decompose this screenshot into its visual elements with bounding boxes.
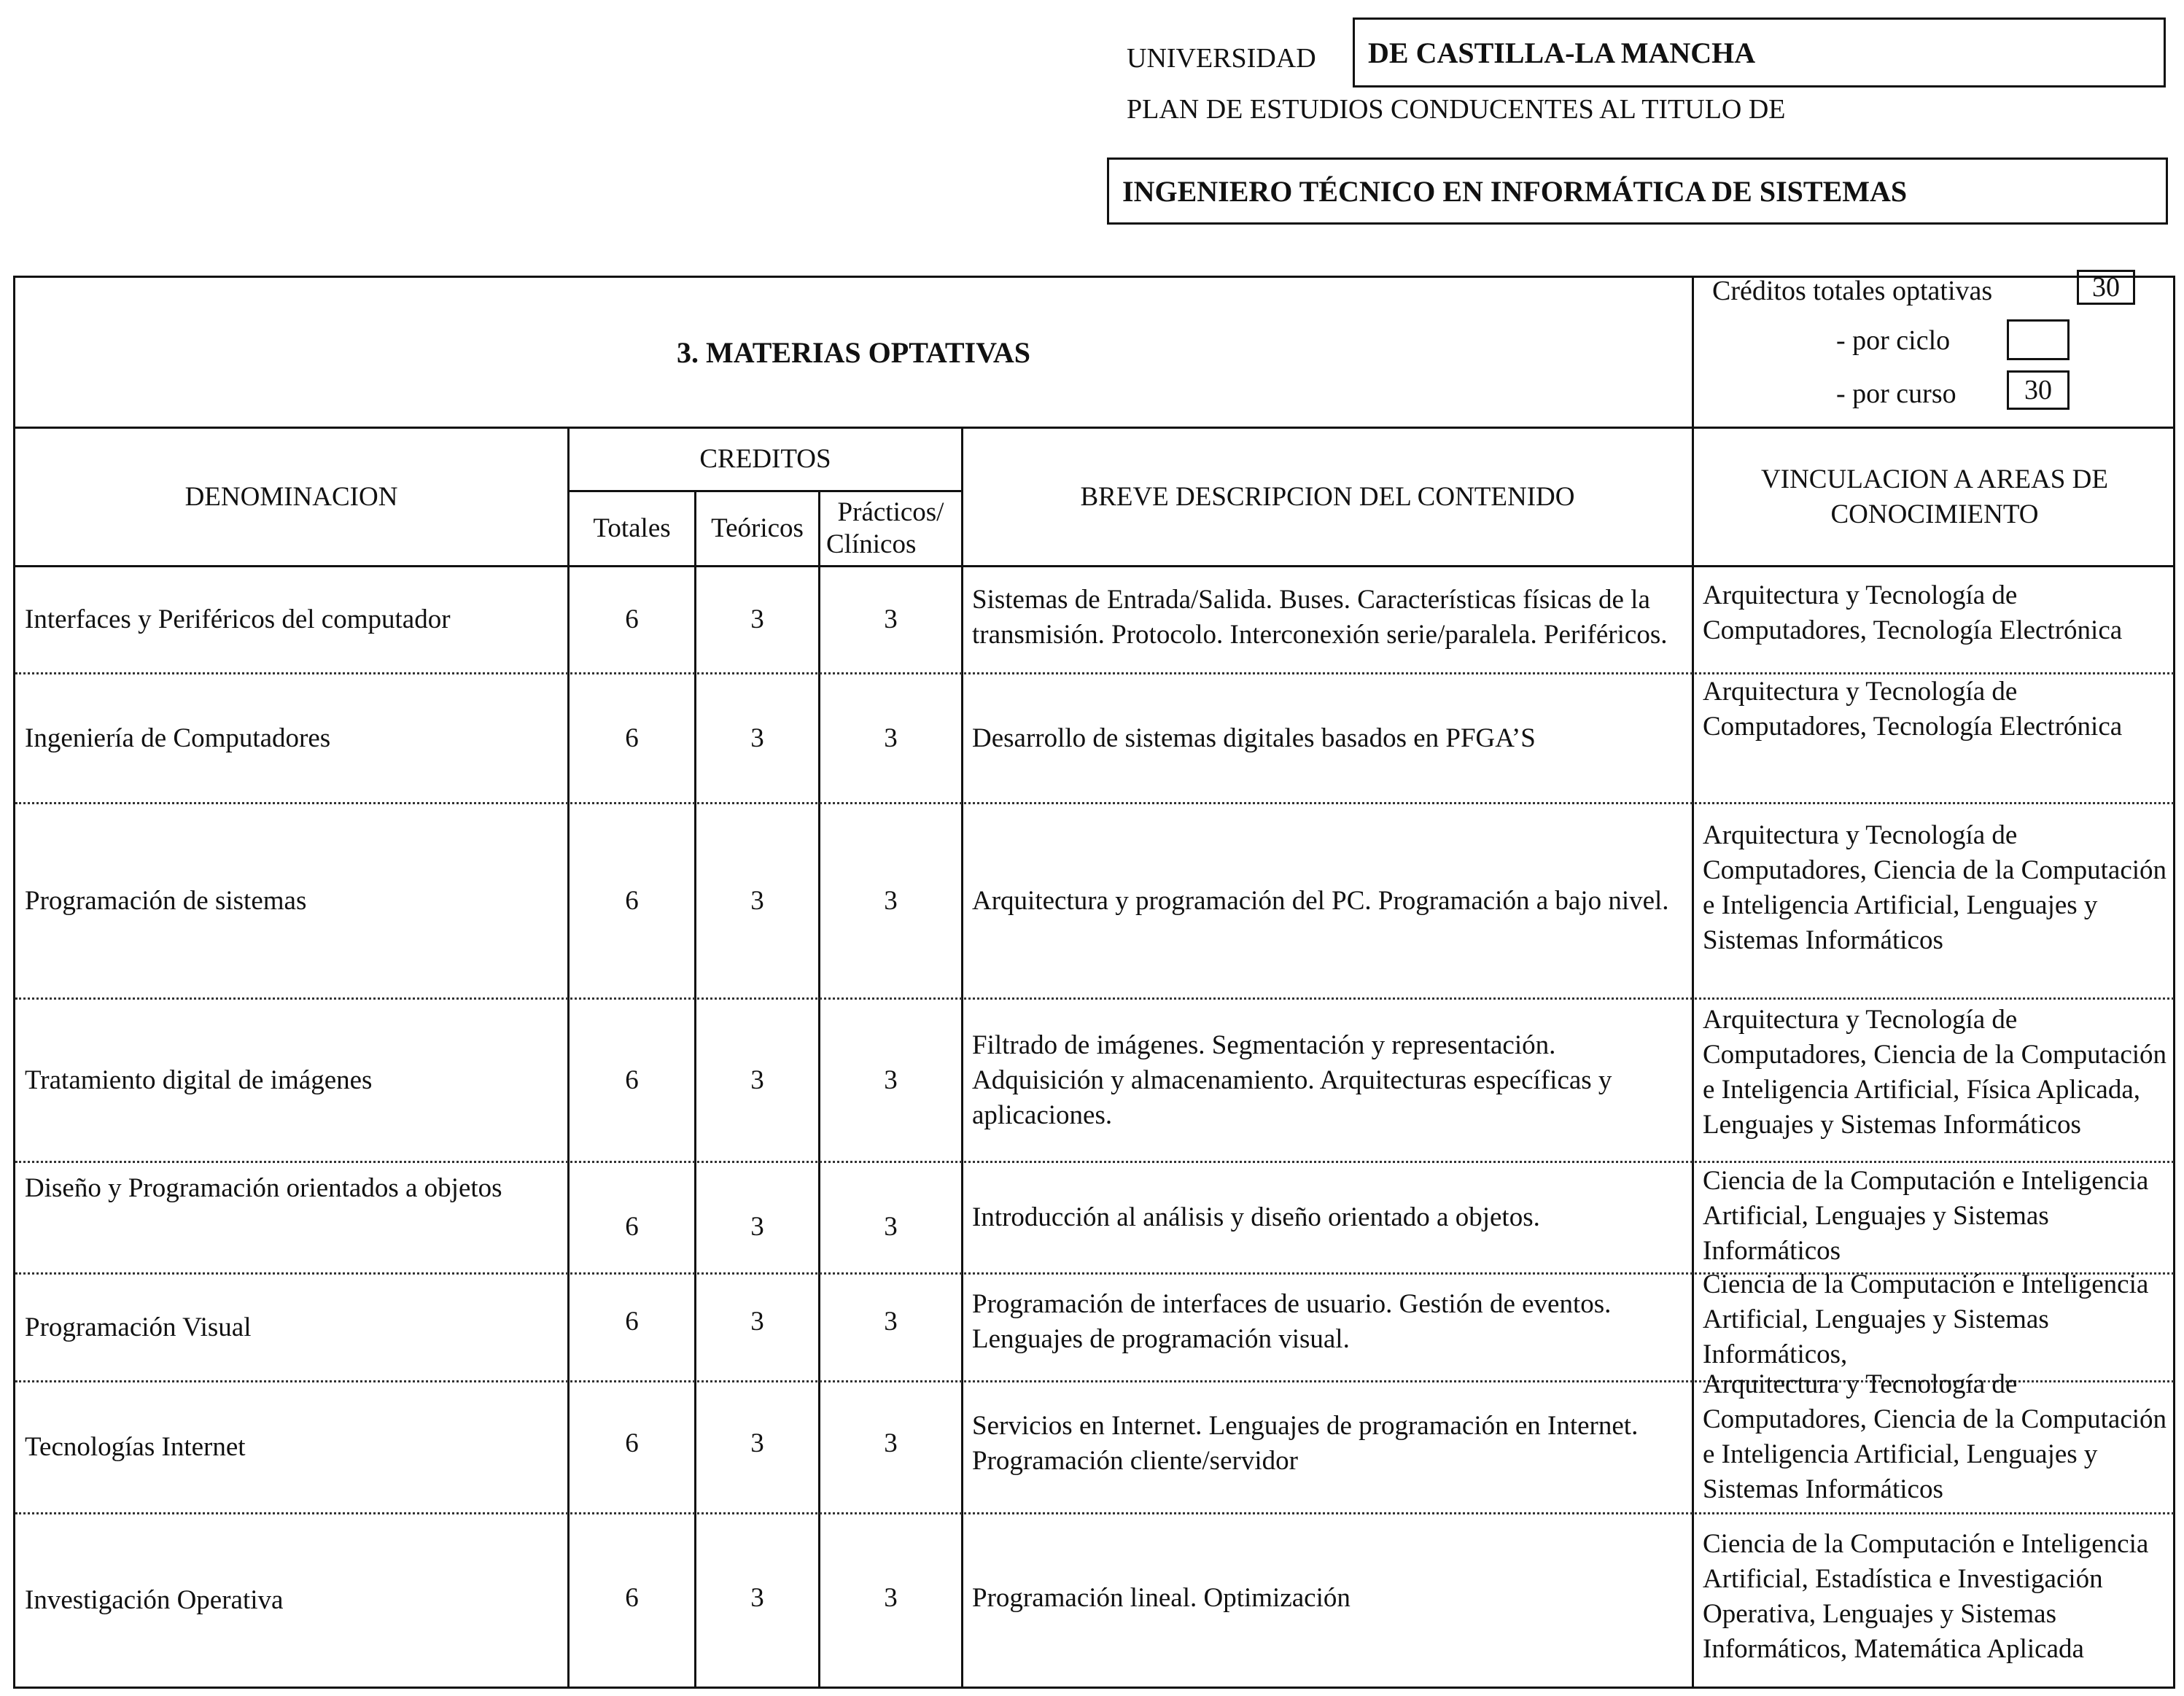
knowledge-areas: Arquitectura y Tecnología de Computadores, Ciencia de la Computación e Inteligencia Artificial, Lenguajes y Sistemas Informáticos — [1703, 1369, 2167, 1504]
subject-description: Filtrado de imágenes. Segmentación y representación. Adquisición y almacenamiento. Arquitecturas específicas y aplicaciones. — [972, 1030, 1612, 1130]
credits-totales: 6 — [625, 1065, 639, 1095]
subject-name: Programación Visual — [25, 1312, 252, 1342]
degree-title-box — [1107, 157, 2168, 225]
header-vinculacion — [1694, 429, 2175, 565]
credits-practicos: 3 — [884, 1065, 898, 1095]
credits-practicos: 3 — [884, 604, 898, 634]
credits-practicos: 3 — [884, 1428, 898, 1458]
university-name: DE CASTILLA-LA MANCHA — [1368, 36, 1756, 69]
header-teoricos: Teóricos — [711, 513, 804, 543]
credits-practicos: 3 — [884, 885, 898, 916]
header-totales: Totales — [593, 513, 671, 543]
subject-name: Diseño y Programación orientados a objetos — [25, 1173, 502, 1203]
header-creditos: CREDITOS — [699, 444, 831, 474]
knowledge-areas: Arquitectura y Tecnología de Computadores, Ciencia de la Computación e Inteligencia Artificial, Física Aplicada, Lenguajes y Sistemas Informáticos — [1703, 1005, 2167, 1140]
credits-totales: 6 — [625, 1307, 639, 1337]
subject-name: Programación de sistemas — [25, 885, 307, 916]
header-practicos-line2: Clínicos — [826, 529, 917, 559]
credits-teoricos: 3 — [750, 1211, 764, 1242]
section-title: 3. MATERIAS OPTATIVAS — [677, 335, 1030, 369]
knowledge-areas: Ciencia de la Computación e Inteligencia Artificial, Lenguajes y Sistemas Informáticos — [1703, 1165, 2149, 1266]
subject-description: Programación de interfaces de usuario. Gestión de eventos. Lenguajes de programación visual. — [972, 1289, 1612, 1354]
credits-practicos: 3 — [884, 1583, 898, 1613]
subject-name: Tratamiento digital de imágenes — [25, 1065, 373, 1095]
header-denominacion: DENOMINACION — [184, 481, 398, 512]
header-vinculacion-line2: CONOCIMIENTO — [1830, 499, 2039, 529]
knowledge-areas: Arquitectura y Tecnología de Computadores, Ciencia de la Computación e Inteligencia Artificial, Lenguajes y Sistemas Informáticos — [1703, 820, 2167, 955]
subject-description: Desarrollo de sistemas digitales basados en PFGA’S — [972, 723, 1536, 753]
credits-practicos: 3 — [884, 1211, 898, 1242]
credits-teoricos: 3 — [750, 1307, 764, 1337]
credits-teoricos: 3 — [750, 1583, 764, 1613]
credits-totales: 6 — [625, 604, 639, 634]
creditos-totales-value: 30 — [2077, 270, 2135, 305]
por-ciclo-label: - por ciclo — [1836, 325, 1951, 356]
subject-name: Interfaces y Periféricos del computador — [25, 604, 451, 634]
header-practicos-line1: Prácticos/ — [837, 497, 944, 527]
header-practicos — [820, 492, 961, 565]
subject-description: Sistemas de Entrada/Salida. Buses. Características físicas de la transmisión. Protocolo. Interconexión serie/paralela. Periféricos. — [972, 585, 1668, 650]
degree-title: INGENIERO TÉCNICO EN INFORMÁTICA DE SISTEMAS — [1122, 174, 1908, 208]
creditos-totales-label: Créditos totales optativas — [1712, 276, 1993, 306]
subject-description: Arquitectura y programación del PC. Programación a bajo nivel. — [972, 885, 1669, 916]
credits-totales: 6 — [625, 1583, 639, 1613]
credits-teoricos: 3 — [750, 604, 764, 634]
header-descripcion: BREVE DESCRIPCION DEL CONTENIDO — [1080, 481, 1575, 512]
por-ciclo-value — [2007, 319, 2070, 360]
knowledge-areas: Arquitectura y Tecnología de Computadores, Tecnología Electrónica — [1703, 580, 2123, 645]
credits-practicos: 3 — [884, 723, 898, 753]
credits-teoricos: 3 — [750, 1428, 764, 1458]
credits-teoricos: 3 — [750, 885, 764, 916]
credits-teoricos: 3 — [750, 723, 764, 753]
subject-name: Investigación Operativa — [25, 1585, 284, 1615]
por-curso-label: - por curso — [1836, 378, 1956, 409]
subject-name: Tecnologías Internet — [25, 1432, 246, 1462]
plan-label: PLAN DE ESTUDIOS CONDUCENTES AL TITULO DE — [1127, 94, 1786, 125]
credits-practicos: 3 — [884, 1307, 898, 1337]
credits-totales: 6 — [625, 723, 639, 753]
subject-name: Ingeniería de Computadores — [25, 723, 331, 753]
knowledge-areas: Arquitectura y Tecnología de Computadores, Tecnología Electrónica — [1703, 677, 2123, 742]
por-curso-value: 30 — [2007, 370, 2070, 410]
university-name-box — [1353, 17, 2166, 87]
subject-description: Programación lineal. Optimización — [972, 1583, 1351, 1613]
credits-totales: 6 — [625, 1211, 639, 1242]
credits-totales: 6 — [625, 885, 639, 916]
knowledge-areas: Ciencia de la Computación e Inteligencia Artificial, Lenguajes y Sistemas Informáticos, — [1703, 1269, 2149, 1369]
university-label: UNIVERSIDAD — [1127, 43, 1316, 74]
header-vinculacion-line1: VINCULACION A AREAS DE — [1761, 464, 2108, 494]
credits-totales: 6 — [625, 1428, 639, 1458]
credits-teoricos: 3 — [750, 1065, 764, 1095]
column-divider — [961, 427, 963, 1689]
knowledge-areas: Ciencia de la Computación e Inteligencia Artificial, Estadística e Investigación Operativa, Lenguajes y Sistemas Informáticos, Matemática Aplicada — [1703, 1529, 2149, 1664]
subject-description: Introducción al análisis y diseño orientado a objetos. — [972, 1202, 1540, 1232]
subject-description: Servicios en Internet. Lenguajes de programación en Internet. Programación cliente/servidor — [972, 1411, 1639, 1476]
